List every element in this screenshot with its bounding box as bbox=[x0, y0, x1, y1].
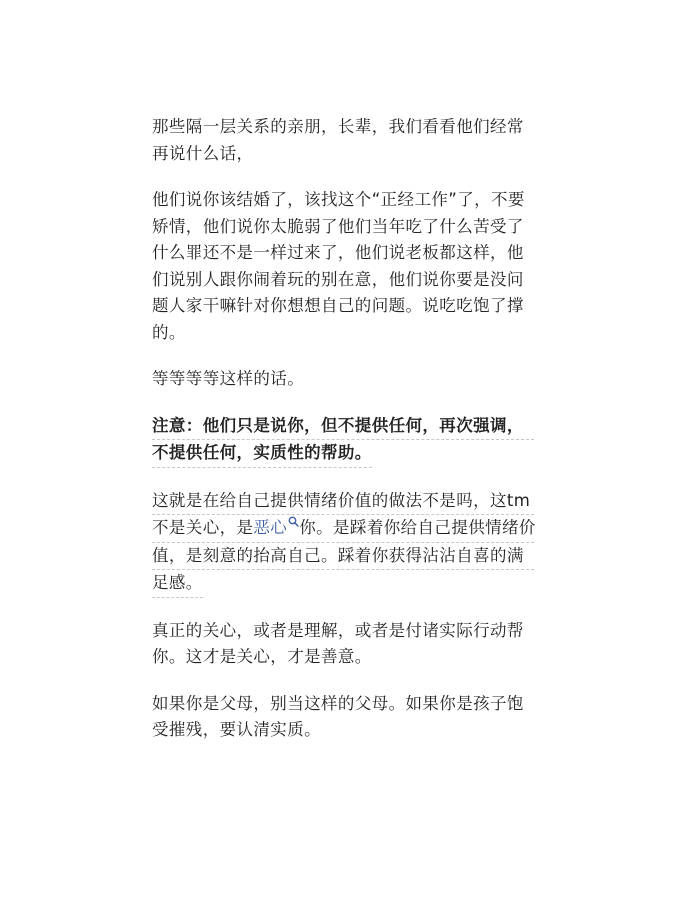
text-line: 那些隔一层关系的亲朋，长辈，我们看看他们经常 bbox=[152, 117, 524, 136]
text-line: 什么罪还不是一样过来了，他们说老板都这样，他 bbox=[152, 243, 524, 262]
text-line: 等等等等这样的话。 bbox=[152, 369, 305, 388]
text-line: 如果你是父母，别当这样的父母。如果你是孩子饱 bbox=[152, 693, 524, 713]
highlighted-line: 不提供任何，实质性的帮助。 bbox=[152, 440, 372, 468]
search-icon[interactable] bbox=[288, 516, 299, 527]
text-line: 真正的关心，或者是理解，或者是付诸实际行动帮 bbox=[152, 620, 524, 640]
line-segment: 不是关心，是 bbox=[152, 518, 254, 537]
highlighted-line: 值，是刻意的抬高自己。踩着你获得沾沾自喜的满 bbox=[152, 543, 534, 571]
text-line: 们说别人跟你闹着玩的别在意，他们说你要是没问 bbox=[152, 269, 524, 289]
text-line: 他们说你该结婚了，该找这个“正经工作”了，不要 bbox=[152, 190, 525, 209]
paragraph-2 bbox=[152, 187, 534, 346]
paragraph-6 bbox=[152, 618, 534, 671]
text-line: 受摧残，要认清实质。 bbox=[152, 720, 321, 739]
search-link[interactable]: 恶心 bbox=[253, 518, 288, 537]
text-line: 题人家干嘛针对你想想自己的问题。说吃吃饱了撑 bbox=[152, 296, 524, 315]
highlighted-line bbox=[152, 515, 534, 543]
paragraph-7 bbox=[152, 691, 534, 744]
highlighted-line: 足感。 bbox=[152, 570, 203, 598]
highlighted-paragraph-2[interactable] bbox=[152, 488, 534, 598]
paragraph-1 bbox=[152, 114, 534, 167]
highlighted-paragraph[interactable] bbox=[152, 413, 534, 468]
text-line: 的。 bbox=[152, 322, 186, 342]
text-line: 你。这才是关心，才是善意。 bbox=[152, 647, 372, 666]
text-line: 矫情，他们说你太脆弱了他们当年吃了什么苦受了 bbox=[152, 216, 524, 236]
article-body bbox=[152, 114, 534, 764]
paragraph-3 bbox=[152, 366, 534, 393]
highlighted-line: 这就是在给自己提供情绪价值的做法不是吗，这tm bbox=[152, 488, 534, 516]
line-segment: 你。是踩着你给自己提供情绪价 bbox=[299, 518, 536, 537]
highlighted-line: 注意：他们只是说你，但不提供任何，再次强调， bbox=[152, 413, 534, 441]
text-line: 再说什么话， bbox=[152, 143, 254, 163]
